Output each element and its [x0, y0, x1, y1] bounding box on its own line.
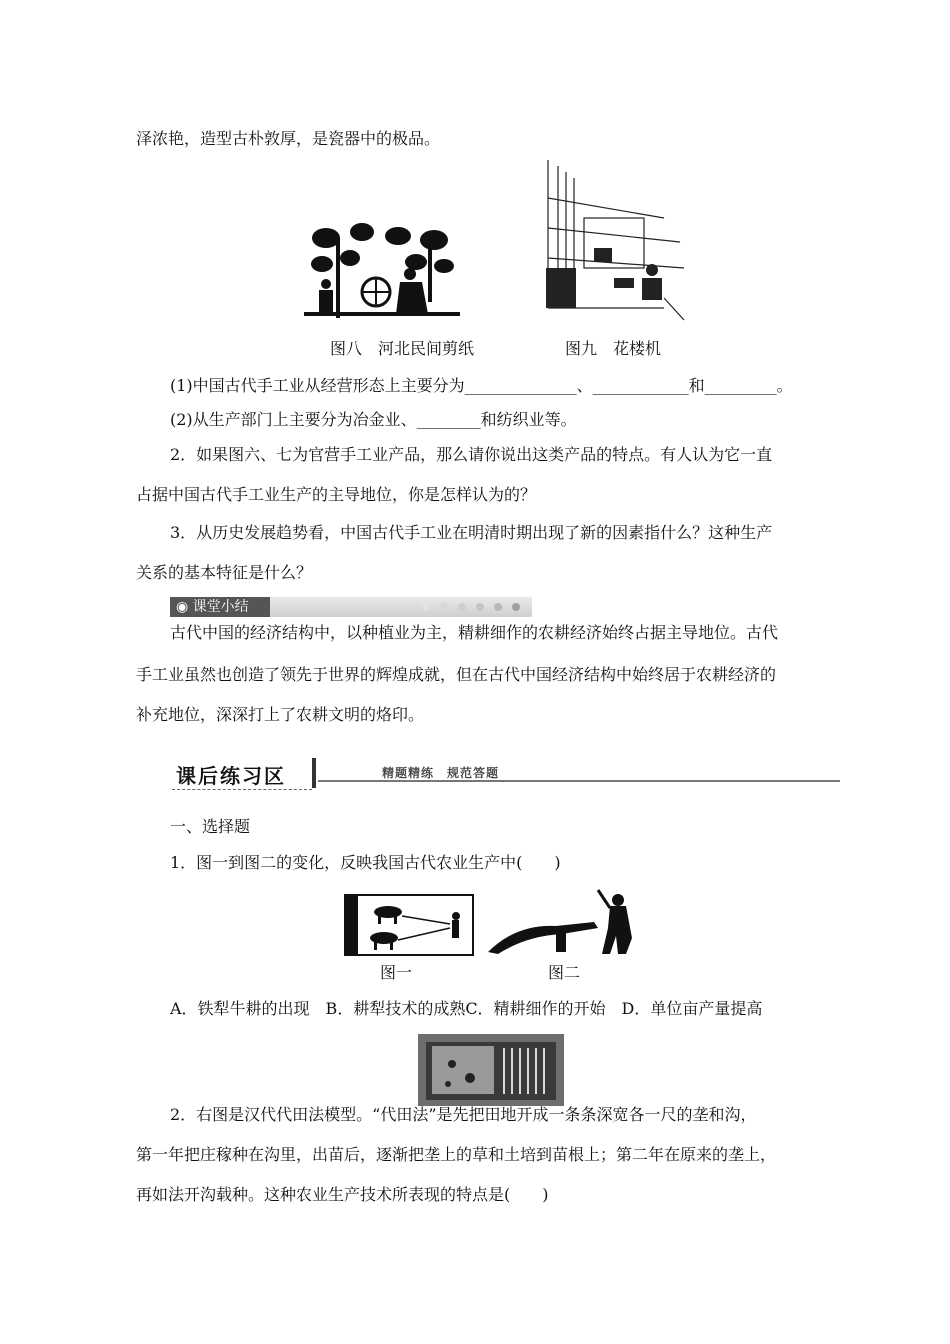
decor-dot [458, 603, 466, 611]
fig9-caption: 图九 花楼机 [565, 339, 662, 358]
decor-dot [494, 603, 502, 611]
header-rule [318, 780, 840, 782]
summary-section-bar [170, 597, 532, 617]
plowman-silhouette-image [486, 888, 640, 956]
decor-dot [422, 603, 430, 611]
homework-title: 课后练习区 [176, 764, 286, 788]
homework-header [172, 758, 840, 792]
paper-cut-image [304, 218, 460, 322]
intro-line: 泽浓艳，造型古朴敦厚，是瓷器中的极品。 [136, 129, 441, 148]
decor-dot [476, 603, 484, 611]
header-underline [172, 789, 312, 790]
loom-image [544, 158, 686, 324]
section-choice: 一、选择题 [170, 817, 251, 836]
ox-plowing-image [344, 894, 474, 956]
fig2-caption: 图二 [548, 963, 581, 982]
summary-line-3: 补充地位，深深打上了农耕文明的烙印。 [136, 705, 425, 724]
question-2-line-1: 2．如果图六、七为官营手工业产品，那么请你说出这类产品的特点。有人认为它一直 [170, 445, 773, 464]
hw-question-2-line-3: 再如法开沟载种。这种农业生产技术所表现的特点是( ) [136, 1185, 549, 1204]
question-2-line-2: 占据中国古代手工业生产的主导地位，你是怎样认为的？ [136, 485, 537, 504]
fig1-caption: 图一 [380, 963, 413, 982]
decor-dot [512, 603, 520, 611]
header-divider [312, 758, 316, 788]
decor-dot [440, 603, 448, 611]
question-3-line-2: 关系的基本特征是什么？ [136, 563, 313, 582]
hw-question-2-line-1: 2．右图是汉代代田法模型。“代田法”是先把田地开成一条条深宽各一尺的垄和沟， [170, 1105, 757, 1124]
daitian-model-image [418, 1034, 564, 1106]
question-1-1: (1)中国古代手工业从经营形态上主要分为______________、____________和_________。 [170, 376, 793, 395]
summary-line-2: 手工业虽然也创造了领先于世界的辉煌成就，但在古代中国经济结构中始终居于农耕经济的 [136, 665, 777, 684]
fig8-caption: 图八 河北民间剪纸 [330, 339, 475, 358]
summary-label: ◉ 课堂小结 [170, 597, 270, 617]
hw-question-1: 1．图一到图二的变化，反映我国古代农业生产中( ) [170, 853, 561, 872]
homework-subtitle: 精题精练 规范答题 [382, 766, 500, 780]
summary-line-1: 古代中国的经济结构中，以种植业为主，精耕细作的农耕经济始终占据主导地位。古代 [170, 623, 779, 642]
question-1-2: (2)从生产部门上主要分为冶金业、________和纺织业等。 [170, 410, 577, 429]
question-3-line-1: 3．从历史发展趋势看，中国古代手工业在明清时期出现了新的因素指什么？这种生产 [170, 523, 773, 542]
hw-question-1-options: A．铁犁牛耕的出现 B．耕犁技术的成熟C．精耕细作的开始 D．单位亩产量提高 [170, 999, 763, 1018]
hw-question-2-line-2: 第一年把庄稼种在沟里，出苗后，逐渐把垄上的草和土培到苗根上；第二年在原来的垄上， [136, 1145, 777, 1164]
